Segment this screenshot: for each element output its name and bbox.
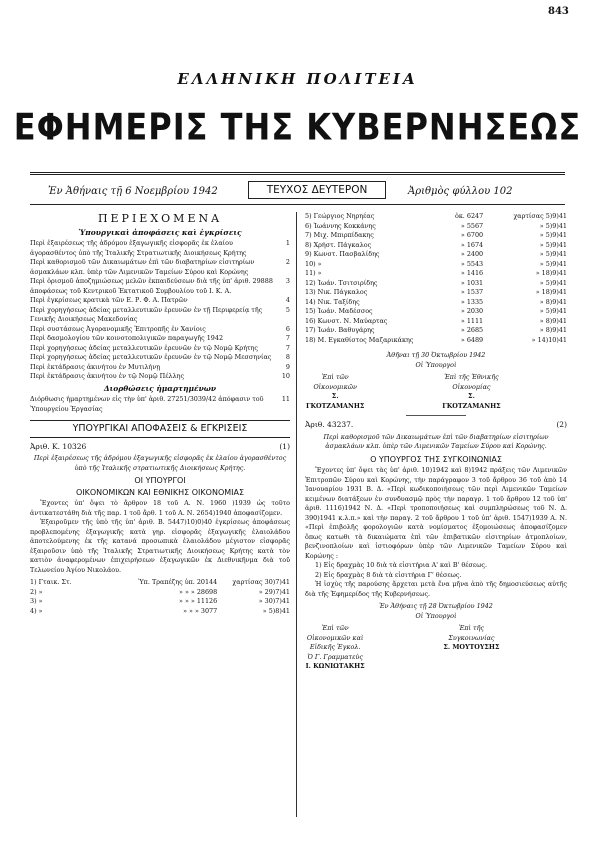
table-cell: 3) » [30,597,43,605]
table-row [305,212,567,222]
ministers-heading: ΟΙ ΥΠΟΥΡΓΟΙ [134,476,186,485]
decision-mark: (1) [279,441,290,451]
table-cell: » 29)7)41 [258,587,290,596]
table-cell: 11) » [305,269,322,277]
decision-item: 2) Εἰς δραχμὰς 8 διὰ τὰ εἰσιτήρια Γ' θέσεως. [315,570,462,579]
toc-item [30,372,290,382]
table-cell: χαρτίσας 30)7)41 [232,578,290,586]
table-cell: » 5)9)41 [539,307,567,315]
decision-title: Περὶ καθορισμοῦ τῶν Δικαιωμάτων ἐπὶ τῶν διαβατηρίων εἰσιτηρίων ἀσμακλάων κλπ. ὑπὲρ τῶν Λιμενικῶν Ταμείων Σύρου καὶ Κορώνης. [323,432,549,450]
decision-table [30,578,290,616]
issue-date: Ἐν Ἀθήναις τῇ 6 Νοεμβρίου 1942 [48,186,218,197]
toc-item [30,363,290,373]
table-row [305,288,567,298]
toc-item-text: Περὶ συστάσεως Ἀγορανομικῆς Ἐπιτροπῆς ἐν Χανίοις [30,324,206,333]
table-cell: » 18)9)41 [535,269,567,277]
toc-item-page: 11 [281,395,290,403]
toc-list [30,239,290,382]
toc-item-text: Περὶ ἐκτάδρασις ἀκινήτου ἐν Μυτιλήνῃ [30,362,161,371]
table-row [305,279,567,289]
toc-item-text: Περὶ δασμολογίου τῶν κοινοτοπολιγικῶν παραγωγῆς 1942 [30,334,224,342]
table-cell: » 5)9)41 [539,221,567,230]
table-row [30,597,290,607]
signer-name: Ι. ΚΩΝΙΩΤΑΚΗΣ [305,662,365,670]
masthead-rule [30,172,565,173]
signature-block [305,373,567,411]
table-row [305,298,567,308]
table-row [305,260,567,270]
toc-item-page: 4 [285,296,290,304]
toc-item-page: 9 [285,362,290,371]
table-cell: 10) » [305,259,322,268]
toc-item [30,395,290,414]
table-cell: » 6489 [460,335,484,344]
page-number: 843 [548,6,569,17]
table-cell: » 1031 [460,278,484,287]
signer-title: Ὁ Γ. Γραμματεὺς [307,652,363,661]
sheet-number: Ἀριθμὸς φύλλου 102 [408,186,513,197]
table-row [305,307,567,317]
table-cell: » » » 3077 [183,606,218,615]
table-row [30,588,290,598]
right-column [305,212,567,672]
toc-item-page: 7 [285,343,290,352]
decision-paragraph: Ἐξαιροῦμεν τῆς ὑπὸ τῆς ὑπ' ἀριθ. Β. 5447)10)0)40 ἐγκρίσεως ἀποφάσεως προβλεπομένης ἐξαγωγικῆς κατὰ γηρ. εἰσφορᾶς ἐξαγωγικῆς ἐλαιολάδου ἀποτελούμενης ἐκ τῆς κατανά προσωπικὰ ἐλαιολάδου μέγιστον εἰσφορᾶς ἐξαιροῦσιν ὑπὸ τῆς Ἰταλικῆς Στρατιωτικῆς Διοικήσεως Κρήτης κατὰ τὸν κατιὸν ἀναφερομένων ἐπιχειρήσεων ἐξαγωγικῶν ἐκ Διεθνικῆνμα διὰ τοῦ Τελωνείου Ἁγίου Νικολάου. [30,518,290,574]
toc-item [30,296,290,306]
table-cell: 5) Γεώργιος Νηρηέας [305,212,375,220]
toc-item [30,306,290,325]
toc-item-page: 3 [285,277,290,285]
table-cell: » 5)9)41 [539,259,567,268]
toc-item-text: Περὶ ὁρισμοῦ ἀποζημιώσεως μελῶν ἐκπαιδεύσεων διὰ τῆς ὑπ' ἀριθ. 29888 ἀποφάσεως τοῦ Κεντρικοῦ Ἐκτατικοῦ Συμβουλίου τοῦ Ι. Κ. Α. [30,277,273,295]
toc-item-page: 1 [285,239,290,247]
table-cell: » 30)7)41 [258,597,290,605]
toc-item [30,258,290,277]
header-rule [30,204,565,205]
table-cell: » 5)9)41 [539,240,567,249]
table-cell: » 8)9)41 [539,316,567,325]
left-column [30,212,290,616]
toc-item-page: 8 [285,353,290,361]
table-row [30,578,290,588]
decision-title: Περὶ ἐξαιρέσεως τῆς ἀδρόμου ἐξαγωγικῆς εἰσφορᾶς ἐκ ἐλαίου ἀγορασθέντος ὑπὸ τῆς Ἰταλικῆς στρατιωτικῆς Διοικήσεως Κρήτης. [33,454,287,472]
masthead-state: ΕΛΛΗΝΙΚΗ ΠΟΛΙΤΕΙΑ [177,70,418,88]
table-cell: Ὑπ. Τραπέζης ὑπ. 20144 [138,578,218,586]
table-cell: 16) Κωνστ. Ν. Μαύαρτας [305,316,388,325]
table-cell: » 8)9)41 [539,326,567,334]
decision-paragraph: Ἔχοντες ὑπ' ὄψει τὰς ὑπ' ἀριθ. 10)1942 καὶ 8)1942 πράξεις τῶν Λιμενικῶν Ἐπιτροπῶν Σύρου καὶ Κορώνης, τὴν παράγραφον 3 τοῦ ἄρθρου 36 τοῦ ἀπὸ 14 Ἰανουαρίου 1931 Β. Δ. «Περὶ κωδικοποιήσεως τῶν περὶ Λιμενικῶν Ταμείων κειμένων διατάξεων ἐν συνδυασμῷ πρὸς τὴν παραγρ. 1 τοῦ ἄρθρου 12 τοῦ ὑπ' ἀριθ. 1116)1942 Ν. Δ. «Περὶ τροποποιήσεως καὶ συμπληρώσεως τοῦ Ν. Δ. 390)1941 κ.λ.π.» καὶ τὴν παραγ. 2 τοῦ ἄρθρου 1 τοῦ ὑπ' ἀριθ. 1547)1939 Α. Ν. «Περὶ ἐπιβολῆς φορολογιῶν κατὰ νομίσματος ἐξομοιώσεως ἀποφασίζομεν ὅπως κατωθι τὰ δικαιώματα ἐπὶ τῶν ἐπιβατικῶν εἰσιτηρίων ἀτμοπλοίων, βενζινοπλοίων καὶ ἱστιοφόρων ὑπὲρ τῶν Λιμενικῶν Ταμείων Σύρου καὶ Κορώνης : [305,466,567,560]
toc-subtitle: Ὑπουργικαὶ ἀποφάσεις καὶ ἐγκρίσεις [78,227,242,237]
column-divider [296,212,297,817]
signer-role: Ἐπὶ τῶν Οἰκονομικῶν [313,373,357,391]
table-cell: » 8)9)41 [539,297,567,306]
decision-number: Ἀριθ. 43237. [305,420,354,429]
toc-item [30,353,290,363]
toc-item-text: Περὶ ἐκτάδρασις ἀκινήτου ἐν τῷ Νομῷ Πέλλης [30,372,185,380]
signer-name: Σ. ΓΚΟΤΖΑΜΑΝΗΣ [442,392,501,410]
toc-item-page: 5 [285,305,290,314]
table-cell: » 5)9)41 [539,250,567,258]
toc-item-text: Περὶ χορηγήσεως ἀδείας μεταλλευτικῶν ἐρευνῶν ἐν τῇ Περιφερείᾳ τῆς Γενικῆς Διοικήσεως Μακεδονίας [30,305,263,323]
table-cell: » 5)9)41 [539,278,567,287]
toc-item-text: Περὶ ἐξαιρέσεως τῆς ἀδρόμου ἐξαγωγικῆς εἰσφορᾶς ἐκ ἐλαίου ἀγορασθέντος ὑπὸ τῆς Ἰταλικῆς Στρατιωτικῆς Διοικήσεως Κρήτης [30,239,247,257]
toc-item-page: 7 [285,334,290,342]
table-cell: » 2400 [460,250,484,258]
signature-block [305,624,567,672]
table-cell: » 2685 [460,326,484,334]
table-cell: 12) Ἰωάν. Τσιτσιρίδης [305,278,378,287]
signature-date: Ἀθῆναι τῇ 30 Ὀκτωβρίου 1942 [386,351,486,359]
section-heading: ΥΠΟΥΡΓΙΚΑΙ ΑΠΟΦΑΣΕΙΣ & ΕΓΚΡΙΣΕΙΣ [30,420,290,438]
table-cell: » 6700 [460,231,484,239]
table-cell: » 5567 [460,221,484,230]
ministries-heading: ΟΙΚΟΝΟΜΙΚΩΝ ΚΑΙ ΕΘΝΙΚΗΣ ΟΙΚΟΝΟΜΙΑΣ [75,487,245,497]
toc-item-text: Περὶ καθορισμοῦ τῶν Δικαιωμάτων ἐπὶ τῶν διαβατηρίων εἰσιτηρίων ἀσμακλάων κλπ. ὑπὲρ τῶν Λιμενικῶν Ταμείων Σύρου καὶ Κορώνης [30,258,255,276]
table-cell: » 1537 [460,288,484,296]
signature-heading: Οἱ Ὑπουργοὶ [415,611,457,620]
minister-heading: Ο ΥΠΟΥΡΓΟΣ ΤΗΣ ΣΥΓΚΟΙΝΩΝΙΑΣ [370,454,502,464]
decision-number: Ἀριθ. Κ. 10326 [30,441,87,451]
signer-name: Σ. ΜΟΥΤΟΥΣΗΣ [443,643,500,651]
table-cell: ὀκ. 6247 [454,212,484,220]
decision-paragraph: Ἡ ἰσχὺς τῆς παρούσης ἄρχεται μετὰ ἕνα μῆνα ἀπὸ τῆς δημοσιεύσεως αὐτῆς διὰ τῆς Ἐφημερίδος τῆς Κυβερνήσεως. [305,580,567,598]
toc-item [30,239,290,258]
table-row [30,607,290,617]
table-row [305,241,567,251]
signer-role: Ἐπὶ τῆς Ἐθνικῆς Οἰκονομίας [444,373,499,391]
table-cell: » » » 28698 [179,587,218,596]
table-cell: 2) » [30,587,43,596]
toc-item [30,277,290,296]
decision-item: 1) Εἰς δραχμὰς 10 διὰ τὰ εἰσιτήρια Α' καὶ Β' θέσεως. [315,561,488,569]
signature-heading: Οἱ Ὑπουργοὶ [415,360,457,369]
table-row [305,222,567,232]
table-cell: 13) Νικ. Πάγκαλος [305,288,368,296]
toc-item [30,344,290,354]
table-cell: 18) Μ. Εγκαθίστος Μαζαρικάκης [305,335,414,344]
table-cell: 1) Γταικ. Στ. [30,578,72,586]
table-cell: » 18)9)41 [535,288,567,296]
table-row [305,231,567,241]
decision-paragraph: Ἔχοντες ὑπ' ὄψει τὸ ἄρθρον 18 τοῦ Α. Ν. 1960 )1939 ὡς τοῦτο ἀντικατεστάθη διὰ τῆς παρ. 1 τοῦ ἄρθ. 1 τοῦ Α. Ν. 2654)1940 ἀποφασίζομεν. [30,499,290,517]
toc-title: ΠΕΡΙΕΧΟΜΕΝΑ [97,212,223,225]
issue-series: ΤΕΥΧΟΣ ΔΕΥΤΕΡΟΝ [248,181,386,199]
table-cell: 15) Ἰωάν. Μαδέσσος [305,307,373,315]
table-row [305,250,567,260]
toc-item-text: Περὶ χορηγήσεως ἀδείας μεταλλευτικῶν ἐρευνῶν ἐν τῷ Νομῷ Κρήτης [30,343,258,352]
table-cell: 4) » [30,606,43,615]
decision-header [305,420,567,430]
table-cell: » 5)9)41 [539,231,567,239]
toc-item [30,325,290,335]
decision-header [30,442,290,452]
toc-item-page: 10 [281,372,290,380]
table-cell: 8) Χρήστ. Πάγκαλος [305,240,372,249]
table-row [305,317,567,327]
table-cell: χαρτίσας 5)9)41 [513,212,567,220]
table-cell: » » » 11126 [179,597,218,605]
toc-item-text: Περὶ χορηγήσεως ἀδείας μεταλλευτικῶν ἐρευνῶν ἐν τῷ Νομῷ Μεσσηνίας [30,353,272,361]
toc-item-text: Περὶ ἐγκρίσεως κρατικὰ τῶν Ε. Ρ. Φ. Α. Πατρῶν [30,296,188,304]
table-cell: » 14)10)41 [531,335,567,344]
decision-mark: (2) [556,420,567,429]
separator [406,415,466,416]
export-table [305,212,567,345]
table-cell: » 1674 [460,240,484,249]
masthead-rule-2 [30,174,565,175]
table-cell: 9) Κωνστ. Πασβαλίδης [305,250,380,258]
toc-item [30,334,290,344]
table-row [305,336,567,346]
table-cell: » 1335 [460,297,484,306]
table-row [305,326,567,336]
table-cell: 7) Μιχ. Μπιρπίδακης [305,231,374,239]
signature-date: Ἐν Ἀθήναις τῇ 28 Ὀκτωβρίου 1942 [379,602,493,610]
signer-name: Σ. ΓΚΟΤΖΑΜΑΝΗΣ [305,392,365,410]
table-row [305,269,567,279]
table-cell: » 2030 [460,307,484,315]
toc-item-page: 2 [285,258,290,266]
table-cell: 6) Ἰωάννης Κοκκάνης [305,221,376,230]
masthead-title: ΕΦΗΜΕΡΙΣ ΤΗΣ ΚΥΒΕΡΝΗΣΕΩΣ [13,105,582,149]
toc-subtitle-2: Διορθώσεις ἡμαρτημένων [103,383,217,393]
signer-role: Ἐπὶ τῶν Οἰκονομικῶν καὶ Εἰδικῆς Ἐγκολ. [306,624,364,651]
table-cell: » 5543 [460,259,484,268]
table-cell: 17) Ἰωάν. Βαθυγάρης [305,326,375,334]
toc-item-page: 6 [285,324,290,333]
signer-role: Ἐπὶ τῆς Συγκοινωνίας [448,624,495,642]
table-cell: » 1416 [460,269,484,277]
table-cell: » 5)8)41 [262,606,290,615]
table-cell: » 1111 [460,316,484,325]
table-cell: 14) Νικ. Ταξίδης [305,297,360,306]
toc-item-text: Διόρθωσις ἡμαρτημένων εἰς τὴν ὑπ' ἀριθ. 27251/3039/42 ἀπόφασιν τοῦ Ὑπουργείου Ἐργασίας [30,395,264,413]
